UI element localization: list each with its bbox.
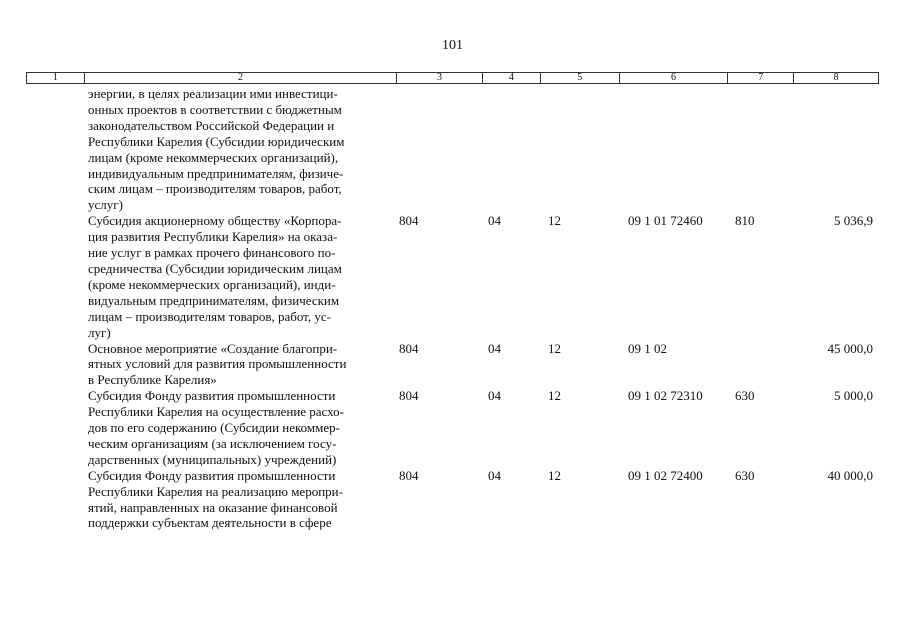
ministry-code: 804: [399, 388, 419, 404]
description-line: ским лицам – производителям товаров, работ,: [88, 181, 342, 197]
description-line: ческим организациям (за исключением госу-: [88, 435, 337, 451]
expense-type-code: 630: [735, 467, 755, 483]
table-row: [26, 86, 879, 213]
amount-value: 5 000,0: [834, 388, 873, 404]
description-line: видуальным предпринимателям, физическим: [88, 292, 340, 308]
description-line: Республики Карелия на реализацию меропри-: [88, 483, 343, 499]
subsection-code: 12: [548, 340, 561, 356]
description-line: Субсидия Фонду развития промышленности: [88, 388, 336, 404]
table-row: [26, 341, 879, 389]
description-cell: [84, 468, 397, 532]
description-cell: [84, 86, 397, 213]
description-line: Основное мероприятие «Создание благопри-: [88, 340, 338, 356]
description-line: услуг): [88, 197, 123, 213]
target-article-code: 09 1 02 72310: [628, 388, 703, 404]
description-cell: [84, 388, 397, 468]
description-cell: [84, 213, 397, 340]
amount-value: 40 000,0: [827, 467, 873, 483]
column-number-5: 5: [541, 73, 620, 83]
table-row: [26, 468, 879, 532]
ministry-code: 804: [399, 213, 419, 229]
description-line: ция развития Республики Карелия» на оказа-: [88, 229, 338, 245]
description-line: ние услуг в рамках прочего финансового по-: [88, 245, 336, 261]
section-code: 04: [488, 340, 501, 356]
description-line: ятий, направленных на оказание финансовой: [88, 499, 338, 515]
description-line: Республики Карелия (Субсидии юридическим: [88, 133, 345, 149]
column-number-3: 3: [397, 73, 483, 83]
description-line: поддержки субъектам деятельности в сфере: [88, 515, 332, 531]
description-line: онных проектов в соответствии с бюджетным: [88, 101, 342, 117]
column-number-1: 1: [27, 73, 85, 83]
description-line: средничества (Субсидии юридическим лицам: [88, 260, 342, 276]
column-number-2: 2: [85, 73, 397, 83]
subsection-code: 12: [548, 213, 561, 229]
subsection-code: 12: [548, 388, 561, 404]
ministry-code: 804: [399, 467, 419, 483]
section-code: 04: [488, 213, 501, 229]
subsection-code: 12: [548, 467, 561, 483]
table-header-row: [26, 72, 879, 84]
ministry-code: 804: [399, 340, 419, 356]
description-line: законодательством Российской Федерации и: [88, 117, 335, 133]
expense-type-code: 810: [735, 213, 755, 229]
table-body: [26, 86, 879, 531]
description-line: ятных условий для развития промышленности: [88, 356, 347, 372]
section-code: 04: [488, 467, 501, 483]
amount-value: 5 036,9: [834, 213, 873, 229]
description-line: энергии, в целях реализации ими инвестици-: [88, 86, 338, 101]
target-article-code: 09 1 02 72400: [628, 467, 703, 483]
column-number-8: 8: [833, 72, 839, 83]
target-article-code: 09 1 02: [628, 340, 667, 356]
description-line: в Республике Карелия»: [88, 372, 217, 388]
column-number-6: 6: [620, 73, 729, 83]
page-number: 101: [442, 38, 463, 53]
column-number-7: 7: [728, 73, 794, 83]
table-row: [26, 213, 879, 340]
description-line: дарственных (муниципальных) учреждений): [88, 451, 337, 467]
section-code: 04: [488, 388, 501, 404]
target-article-code: 09 1 01 72460: [628, 213, 703, 229]
description-line: лицам (кроме некоммерческих организаций),: [88, 149, 339, 165]
description-line: луг): [88, 324, 111, 340]
expense-type-code: 630: [735, 388, 755, 404]
description-line: лицам – производителям товаров, работ, ус-: [88, 308, 331, 324]
description-cell: [84, 341, 397, 389]
description-line: Субсидия Фонду развития промышленности: [88, 467, 336, 483]
table-row: [26, 388, 879, 468]
column-number-4: 4: [483, 73, 541, 83]
amount-value: 45 000,0: [827, 340, 873, 356]
description-line: индивидуальным предпринимателям, физиче-: [88, 165, 344, 181]
description-line: Республики Карелия на осуществление расхо-: [88, 404, 344, 420]
description-line: (кроме некоммерческих организаций), инди-: [88, 276, 336, 292]
description-line: дов по его содержанию (Субсидии некоммер-: [88, 420, 340, 436]
description-line: Субсидия акционерному обществу «Корпора-: [88, 213, 342, 229]
